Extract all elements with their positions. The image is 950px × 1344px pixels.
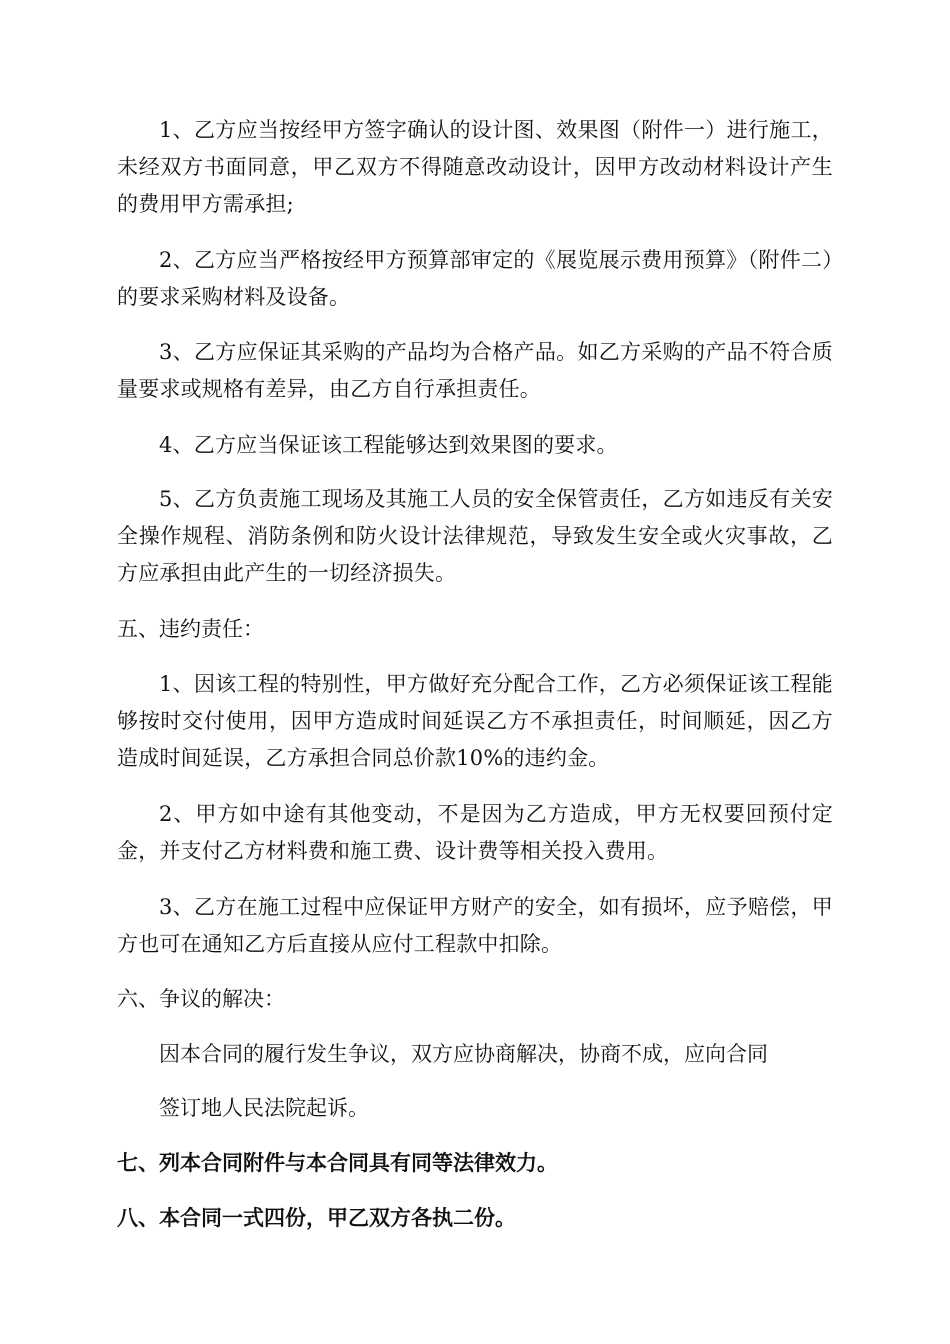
clause-5-1: 1、因该工程的特别性，甲方做好充分配合工作，乙方必须保证该工程能够按时交付使用，因甲方造成时间延误乙方不承担责任，时间顺延，因乙方造成时间延误，乙方承担合同总价款10%的违约金。 xyxy=(117,672,833,770)
clause-5-3: 3、乙方在施工过程中应保证甲方财产的安全，如有损坏，应予赔偿，甲方也可在通知乙方后直接从应付工程款中扣除。 xyxy=(117,895,833,956)
section-7-heading: 七、列本合同附件与本合同具有同等法律效力。 xyxy=(117,1151,558,1175)
section-6-heading: 六、争议的解决： xyxy=(117,987,285,1011)
section-5-heading: 五、违约责任： xyxy=(117,617,264,641)
clause-4-5: 5、乙方负责施工现场及其施工人员的安全保管责任，乙方如违反有关安全操作规程、消防条例和防火设计法律规范，导致发生安全或火灾事故，乙方应承担由此产生的一切经济损失。 xyxy=(117,487,833,585)
section-6-line-1: 因本合同的履行发生争议，双方应协商解决，协商不成，应向合同 xyxy=(159,1042,768,1066)
clause-4-2: 2、乙方应当严格按经甲方预算部审定的《展览展示费用预算》（附件二）的要求采购材料及设备。 xyxy=(117,248,833,309)
section-6-line-2: 签订地人民法院起诉。 xyxy=(159,1096,369,1120)
clause-4-1: 1、乙方应当按经甲方签字确认的设计图、效果图（附件一）进行施工，未经双方书面同意，甲乙双方不得随意改动设计，因甲方改动材料设计产生的费用甲方需承担; xyxy=(117,118,833,216)
clause-5-2: 2、甲方如中途有其他变动，不是因为乙方造成，甲方无权要回预付定金，并支付乙方材料费和施工费、设计费等相关投入费用。 xyxy=(117,802,833,863)
clause-4-3: 3、乙方应保证其采购的产品均为合格产品。如乙方采购的产品不符合质量要求或规格有差异，由乙方自行承担责任。 xyxy=(117,340,833,401)
section-8-heading: 八、本合同一式四份，甲乙双方各执二份。 xyxy=(117,1206,516,1230)
clause-4-4: 4、乙方应当保证该工程能够达到效果图的要求。 xyxy=(159,433,618,457)
